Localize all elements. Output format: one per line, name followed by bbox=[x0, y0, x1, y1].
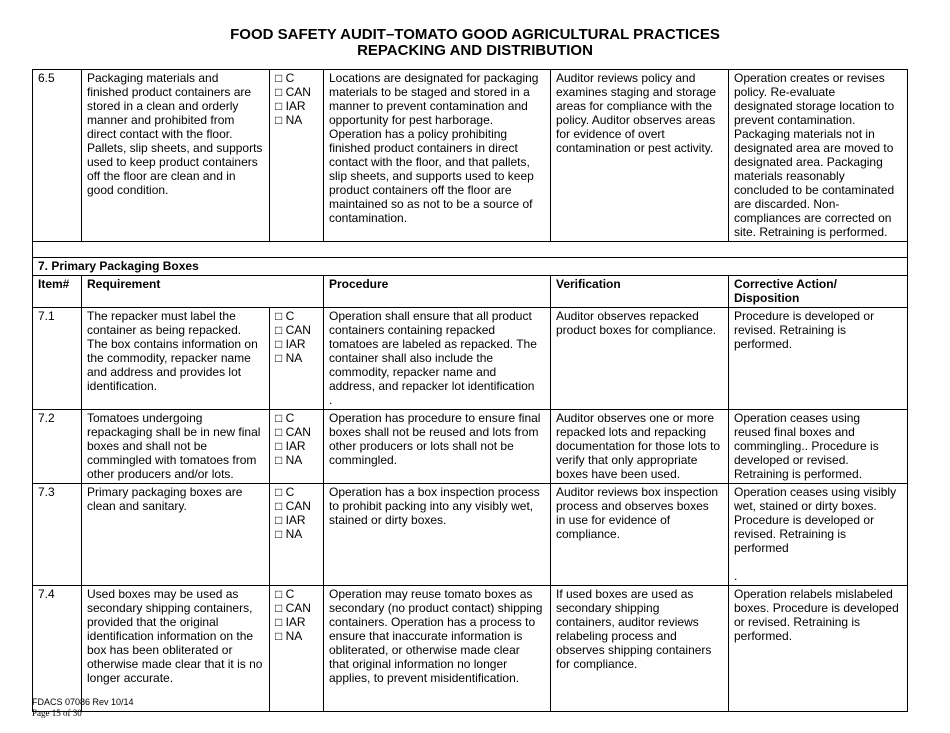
compliance-options[interactable]: □ C □ CAN □ IAR □ NA bbox=[270, 308, 324, 410]
compliance-options[interactable]: □ C □ CAN □ IAR □ NA bbox=[270, 586, 324, 712]
form-number: FDACS 07086 Rev 10/14 bbox=[32, 697, 134, 707]
header-corrective-action: Corrective Action/ Disposition bbox=[729, 276, 908, 308]
header-procedure: Procedure bbox=[324, 276, 551, 308]
item-number: 6.5 bbox=[33, 70, 82, 242]
compliance-options[interactable]: □ C □ CAN □ IAR □ NA bbox=[270, 70, 324, 242]
verification-cell: Auditor reviews box inspection process and observes boxes in use for evidence of compliance. bbox=[551, 484, 729, 586]
procedure-cell: Operation has a box inspection process to prohibit packing into any visibly wet, stained or dirty boxes. bbox=[324, 484, 551, 586]
header-verification: Verification bbox=[551, 276, 729, 308]
corrective-action-cell: Operation creates or revises policy. Re-evaluate designated storage location to prevent contamination. Packaging materials not in designated area are moved to designated area. Packaging materials reasonably concluded to be contaminated are discarded. Non- compliances are corrected on site. Retraining is performed. bbox=[729, 70, 908, 242]
item-number: 7.2 bbox=[33, 410, 82, 484]
audit-table bbox=[32, 69, 908, 712]
verification-cell: Auditor observes one or more repacked lots and repacking documentation for those lots to verify that only appropriate boxes have been used. bbox=[551, 410, 729, 484]
corrective-action-cell: Operation ceases using visibly wet, stained or dirty boxes. Procedure is developed or revised. Retraining is performed . bbox=[729, 484, 908, 586]
corrective-action-cell: Procedure is developed or revised. Retraining is performed. bbox=[729, 308, 908, 410]
requirement-cell: Primary packaging boxes are clean and sanitary. bbox=[82, 484, 270, 586]
requirement-cell: Packaging materials and finished product containers are stored in a clean and orderly manner and prohibited from direct contact with the floor. Pallets, slip sheets, and supports used to keep product containers off the floor are clean and in good condition. bbox=[82, 70, 270, 242]
item-number: 7.3 bbox=[33, 484, 82, 586]
table-row bbox=[33, 308, 908, 410]
item-number: 7.4 bbox=[33, 586, 82, 712]
procedure-cell: Operation may reuse tomato boxes as secondary (no product contact) shipping containers. Operation has a process to ensure that inaccurate information is obliterated, or otherwise made clear that original information no longer applies, to prevent misidentification. bbox=[324, 586, 551, 712]
table-row bbox=[33, 70, 908, 242]
procedure-cell: Operation shall ensure that all product containers containing repacked tomatoes are labeled as repacked. The container shall also include the commodity, repacker name and address, and repacker lot identification . bbox=[324, 308, 551, 410]
header-requirement: Requirement bbox=[82, 276, 324, 308]
document-subtitle: REPACKING AND DISTRIBUTION bbox=[357, 42, 593, 59]
verification-cell: If used boxes are used as secondary shipping containers, auditor reviews relabeling process and observes shipping containers for compliance. bbox=[551, 586, 729, 712]
section-title-row bbox=[33, 258, 908, 276]
requirement-cell: Used boxes may be used as secondary shipping containers, provided that the original identification information on the box has been obliterated or otherwise made clear that it is no longer accurate. bbox=[82, 586, 270, 712]
spacer-row bbox=[33, 242, 908, 258]
table-row bbox=[33, 410, 908, 484]
section-title: 7. Primary Packaging Boxes bbox=[33, 258, 908, 276]
compliance-options[interactable]: □ C □ CAN □ IAR □ NA bbox=[270, 484, 324, 586]
verification-cell: Auditor reviews policy and examines staging and storage areas for compliance with the policy. Auditor observes areas for evidence of overt contamination or pest activity. bbox=[551, 70, 729, 242]
requirement-cell: The repacker must label the container as being repacked. The box contains information on the commodity, repacker name and address and provides lot identification. bbox=[82, 308, 270, 410]
page-number: Page 15 of 30 bbox=[32, 708, 82, 718]
procedure-cell: Locations are designated for packaging materials to be staged and stored in a manner to prevent contamination and opportunity for pest harborage. Operation has a policy prohibiting finished product containers in direct contact with the floor, and that pallets, slip sheets, and supports used to keep product containers off the floor are maintained so as not to be a source of contamination. bbox=[324, 70, 551, 242]
requirement-cell: Tomatoes undergoing repackaging shall be in new final boxes and shall not be commingled with tomatoes from other producers and/or lots. bbox=[82, 410, 270, 484]
spacer-cell bbox=[33, 242, 908, 258]
header-row bbox=[33, 276, 908, 308]
compliance-options[interactable]: □ C □ CAN □ IAR □ NA bbox=[270, 410, 324, 484]
procedure-cell: Operation has procedure to ensure final boxes shall not be reused and lots from other producers or lots shall not be commingled. bbox=[324, 410, 551, 484]
table-row bbox=[33, 484, 908, 586]
item-number: 7.1 bbox=[33, 308, 82, 410]
verification-cell: Auditor observes repacked product boxes for compliance. bbox=[551, 308, 729, 410]
document-title: FOOD SAFETY AUDIT–TOMATO GOOD AGRICULTURAL PRACTICES bbox=[230, 26, 720, 43]
corrective-action-cell: Operation relabels mislabeled boxes. Procedure is developed or revised. Retraining is performed. bbox=[729, 586, 908, 712]
table-row bbox=[33, 586, 908, 712]
header-item: Item# bbox=[33, 276, 82, 308]
corrective-action-cell: Operation ceases using reused final boxes and commingling.. Procedure is developed or revised. Retraining is performed. bbox=[729, 410, 908, 484]
